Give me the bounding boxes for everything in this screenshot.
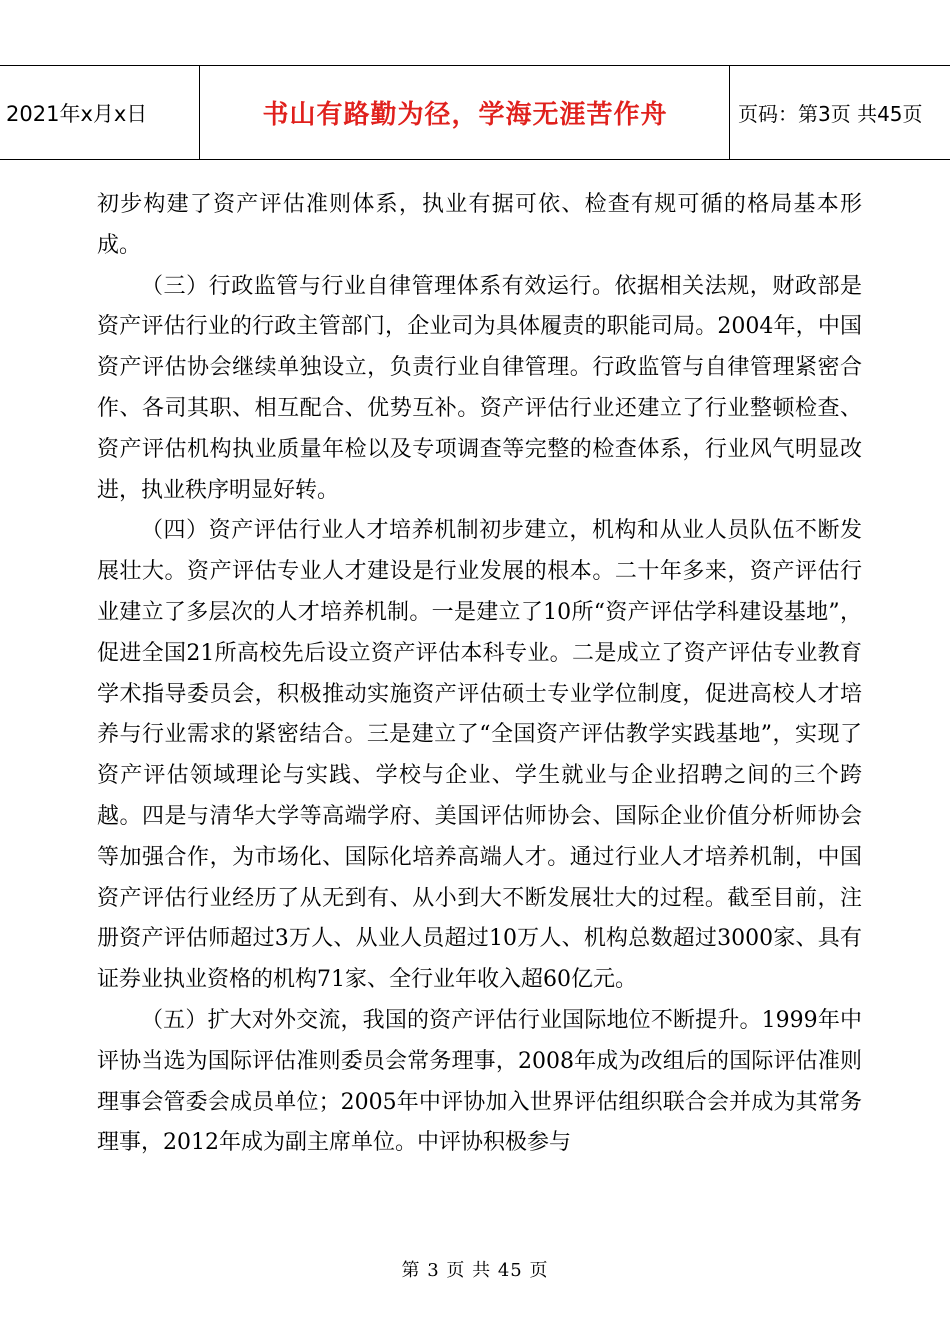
document-body: [97, 185, 862, 1164]
paragraph: （五）扩大对外交流，我国的资产评估行业国际地位不断提升。1999年中评协当选为国际评估准则委员会常务理事，2008年成为改组后的国际评估准则理事会管委会成员单位；2005年中评协加入世界评估组织联合会并成为其常务理事，2012年成为副主席单位。中评协积极参与: [97, 1007, 862, 1156]
paragraph: （四）资产评估行业人才培养机制初步建立，机构和从业人员队伍不断发展壮大。资产评估专业人才建设是行业发展的根本。二十年多来，资产评估行业建立了多层次的人才培养机制。一是建立了10所“资产评估学科建设基地”，促进全国21所高校先后设立资产评估本科专业。二是成立了资产评估专业教育学术指导委员会，积极推动实施资产评估硕士专业学位制度，促进高校人才培养与行业需求的紧密结合。三是建立了“全国资产评估教学实践基地”，实现了资产评估领域理论与实践、学校与企业、学生就业与企业招聘之间的三个跨越。四是与清华大学等高端学府、美国评估师协会、国际企业价值分析师协会等加强合作，为市场化、国际化培养高端人才。通过行业人才培养机制，中国资产评估行业经历了从无到有、从小到大不断发展壮大的过程。截至目前，注册资产评估师超过3万人、从业人员超过10万人、机构总数超过3000家、具有证券业执业资格的机构71家、全行业年收入超60亿元。: [97, 518, 862, 993]
header-page-info: 页码：第3页 共45页: [738, 102, 923, 126]
page-footer: 第 3 页 共 45 页: [401, 1260, 549, 1281]
header-date: 2021年x月x日: [0, 66, 200, 159]
paragraph: 初步构建了资产评估准则体系，执业有据可依、检查有规可循的格局基本形成。: [97, 192, 862, 258]
page-header: [0, 65, 950, 160]
paragraph: （三）行政监管与行业自律管理体系有效运行。依据相关法规，财政部是资产评估行业的行政主管部门，企业司为具体履责的职能司局。2004年，中国资产评估协会继续单独设立，负责行业自律管理。行政监管与自律管理紧密合作、各司其职、相互配合、优势互补。资产评估行业还建立了行业整顿检查、资产评估机构执业质量年检以及专项调查等完整的检查体系，行业风气明显改进，执业秩序明显好转。: [97, 273, 862, 503]
header-motto: 书山有路勤为径，学海无涯苦作舟: [201, 66, 730, 159]
